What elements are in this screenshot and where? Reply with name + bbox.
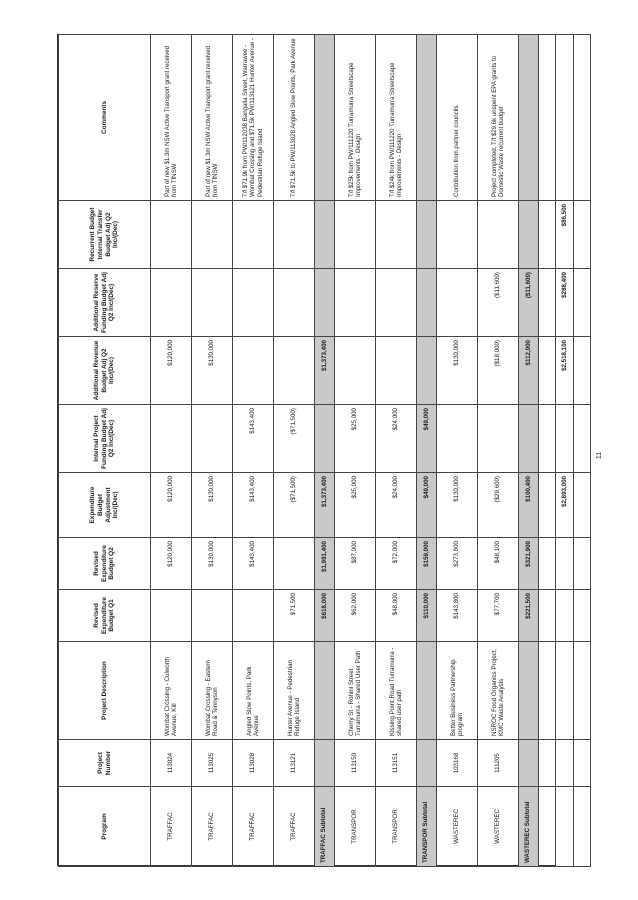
cell-description: Angled Slow Points, Park Avenue [233,642,274,740]
cell-reserve [437,269,478,337]
cell-number: 113025 [192,740,233,787]
cell-reserve [192,269,233,337]
cell-internal: $25,000 [335,405,376,473]
cell-q1 [192,590,233,642]
cell-adjustment: $143,400 [233,473,274,538]
rotated-table-container [58,35,568,867]
cell-description: Cherry St - Rohini Street Turramurra - Shared User Path [335,642,376,740]
cell-revenue: $130,000 [192,337,233,405]
cell-comments: Part of new $1.3m NSW Active Transport grant received from TfNSW [151,35,192,201]
header-additional-revenue: Additional Revenue Budget Adj Q2 Inc/(Dec) [59,337,151,405]
cell-adjustment: $130,000 [192,473,233,538]
header-revised-q2: Revised Expenditure Budget Q2 [59,538,151,590]
cell-recurrent [335,201,376,269]
cell-number: 113121 [274,740,315,787]
cell-internal [437,405,478,473]
cell-recurrent [437,201,478,269]
cell-program: WASTEREC [478,787,519,867]
cell-comments: Part of new $1.3m NSW Active Transport grant received from TfNSW [192,35,233,201]
total-reserve: $288,400 [556,269,574,337]
cell-recurrent [151,201,192,269]
subtotal-adjustment: $1,373,400 [315,473,335,538]
header-internal-project: Internal Project Funding Budget Adj Q2 Inc/(Dec) [59,405,151,473]
cell-revenue [376,337,417,405]
subtotal-internal: $49,000 [417,405,437,473]
cell-number: 113150 [335,740,376,787]
subtotal-adjustment: $49,000 [417,473,437,538]
cell-q2: $130,000 [192,538,233,590]
cell-revenue: $130,000 [437,337,478,405]
subtotal-q2: $1,991,400 [315,538,335,590]
cell-revenue [335,337,376,405]
cell-adjustment: $120,000 [151,473,192,538]
blank-row [574,35,591,867]
cell-number: 103168 [437,740,478,787]
table-row [437,35,478,867]
cell-q1: $71,500 [274,590,315,642]
subtotal-q1: $110,000 [417,590,437,642]
cell-adjustment: $24,000 [376,473,417,538]
cell-description: Kissing Point Road Turramurra - shared user path [376,642,417,740]
cell-revenue [274,337,315,405]
cell-reserve [335,269,376,337]
cell-internal: $24,000 [376,405,417,473]
cell-program: TRANSPOR [376,787,417,867]
cell-revenue [233,337,274,405]
header-project-number: Project Number [59,740,151,787]
cell-internal [151,405,192,473]
cell-adjustment: $25,000 [335,473,376,538]
subtotal-label: TRAFFAC Subtotal [315,787,335,867]
cell-comments: T/f $71.5k to PW/113028 Angled Slow Points, Park Avenue [274,35,315,201]
subtotal-row-transpor [417,35,437,867]
header-row [59,35,151,867]
subtotal-adjustment: $100,400 [519,473,539,538]
cell-q1: $62,000 [335,590,376,642]
cell-number: 111205 [478,740,519,787]
cell-recurrent [478,201,519,269]
cell-q2: $273,800 [437,538,478,590]
cell-q1 [151,590,192,642]
cell-recurrent [192,201,233,269]
total-adjustment: $2,893,000 [556,473,574,538]
cell-q2: $143,400 [233,538,274,590]
subtotal-q2: $159,000 [417,538,437,590]
cell-reserve [151,269,192,337]
cell-recurrent [233,201,274,269]
table-row [151,35,192,867]
cell-reserve [233,269,274,337]
cell-comments: T/f $71.9k from PW/112038 Bangalla Street, Warrawee - Wombat Crossing and $71.5k PW/113121 Hunter Avenue - Pedestrian Refuge Island [233,35,274,201]
cell-q1: $77,700 [478,590,519,642]
cell-q2: $120,000 [151,538,192,590]
cell-comments: T/f $24k from PW/111220 Turramurra Streetscape Improvements - Design [376,35,417,201]
cell-program: TRAFFAC [274,787,315,867]
cell-q1 [233,590,274,642]
cell-internal: $143,400 [233,405,274,473]
header-recurrent-budget: Recurrent Budget Internal Transfer Budget Adj Q2 Inc/(Dec) [59,201,151,269]
cell-recurrent [274,201,315,269]
cell-program: WASTEREC [437,787,478,867]
subtotal-label: TRANSPOR Subtotal [417,787,437,867]
cell-description: NSROC Food Organics Project, KMC Waste Analysis [478,642,519,740]
cell-number: 113151 [376,740,417,787]
cell-description: Wombat Crossing - Culworth Avenue, Kill [151,642,192,740]
grand-total-row [556,35,574,867]
budget-table [58,34,591,867]
cell-number: 113024 [151,740,192,787]
cell-comments: Contribution from partner councils [437,35,478,201]
table-row [335,35,376,867]
header-comments: Comments [59,35,151,201]
subtotal-reserve: ($11,600) [519,269,539,337]
cell-q1: $48,000 [376,590,417,642]
cell-reserve: ($11,600) [478,269,519,337]
cell-internal [478,405,519,473]
cell-q2: $87,000 [335,538,376,590]
cell-adjustment: $130,000 [437,473,478,538]
cell-description: Wombat Crossing - Eastern Road & Tennyson [192,642,233,740]
header-project-description: Project Description [59,642,151,740]
cell-adjustment: ($29,600) [478,473,519,538]
cell-description: Better Business Partnership program [437,642,478,740]
blank-row [539,35,556,867]
cell-q2: $72,000 [376,538,417,590]
cell-description: Hunter Avenue - Pedestrian Refuge Island [274,642,315,740]
subtotal-row-wasterec [519,35,539,867]
cell-adjustment: ($71,500) [274,473,315,538]
cell-q1: $143,800 [437,590,478,642]
total-recurrent: $86,500 [556,201,574,269]
subtotal-q2: $321,900 [519,538,539,590]
cell-reserve [274,269,315,337]
subtotal-revenue: $1,373,400 [315,337,335,405]
cell-reserve [376,269,417,337]
table-row [376,35,417,867]
subtotal-revenue: $112,000 [519,337,539,405]
table-row [274,35,315,867]
cell-program: TRAFFAC [192,787,233,867]
cell-comments: T/f $25k from PW/111220 Turramurra Streetscape Improvements - Design [335,35,376,201]
total-revenue: $2,518,100 [556,337,574,405]
subtotal-q1: $221,500 [519,590,539,642]
page-frame [57,34,568,866]
cell-program: TRANSPOR [335,787,376,867]
table-row [478,35,519,867]
cell-q2: $48,100 [478,538,519,590]
subtotal-q1: $618,000 [315,590,335,642]
page-number: 11 [596,451,604,460]
cell-internal: ($71,500) [274,405,315,473]
cell-comments: Project completed. T/f $29.6k unspent EPA grants to Domestic Waste recurrent budget [478,35,519,201]
cell-program: TRAFFAC [233,787,274,867]
table-row [233,35,274,867]
header-expenditure-adjustment: Expenditure Budget Adjustment Inc/(Dec) [59,473,151,538]
cell-revenue: $120,000 [151,337,192,405]
table-row [192,35,233,867]
header-additional-reserve: Additional Reserve Funding Budget Adj Q2 Inc/(Dec) [59,269,151,337]
cell-program: TRAFFAC [151,787,192,867]
cell-internal [192,405,233,473]
cell-revenue: ($18,000) [478,337,519,405]
header-revised-q1: Revised Expenditure Budget Q1 [59,590,151,642]
subtotal-row-traffac [315,35,335,867]
cell-number: 113028 [233,740,274,787]
cell-recurrent [376,201,417,269]
subtotal-label: WASTEREC Subtotal [519,787,539,867]
cell-q2 [274,538,315,590]
header-program: Program [59,787,151,867]
